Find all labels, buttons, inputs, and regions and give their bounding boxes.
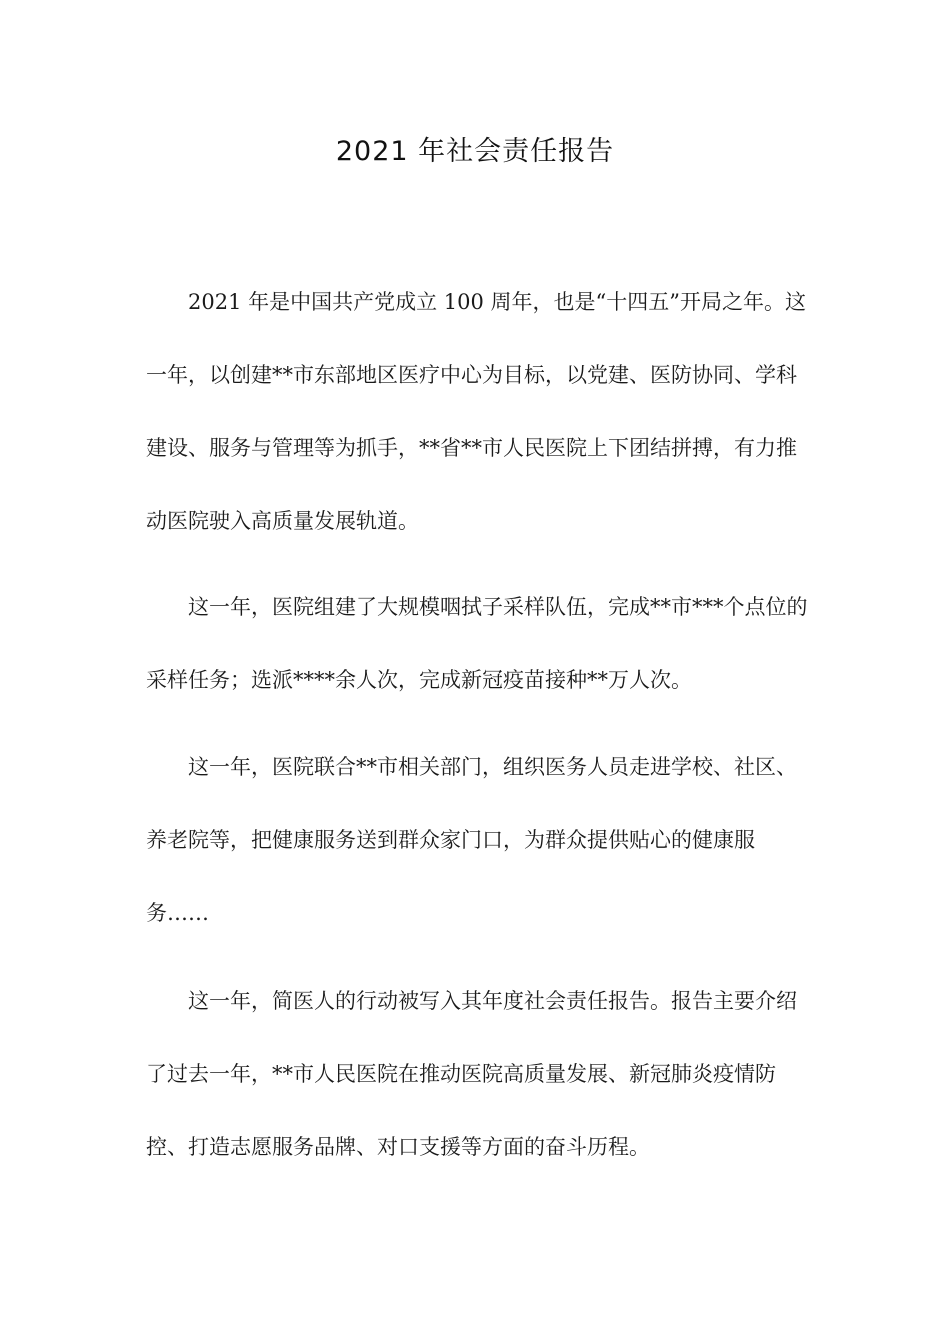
paragraph-text: 2021 年是中国共产党成立 100 周年，也是“十四五”开局之年。这一年，以创建**市东部地区医疗中心为目标，以党建、医防协同、学科建设、服务与管理等为抓手，**省**市人民医院上下团结拼搏，有力推动医院驶入高质量发展轨道。 [146,290,807,533]
paragraph-report-summary [146,965,810,1184]
paragraph-intro [146,266,810,558]
paragraph-community-service [146,731,810,950]
paragraph-text: 这一年，简医人的行动被写入其年度社会责任报告。报告主要介绍了过去一年，**市人民医院在推动医院高质量发展、新冠肺炎疫情防控、打造志愿服务品牌、对口支援等方面的奋斗历程。 [146,989,797,1159]
document-title: 2021 年社会责任报告 [335,136,615,167]
paragraph-text: 这一年，医院组建了大规模咽拭子采样队伍，完成**市***个点位的采样任务；选派****余人次，完成新冠疫苗接种**万人次。 [146,595,808,692]
paragraph-sampling [146,571,810,717]
paragraph-text: 这一年，医院联合**市相关部门，组织医务人员走进学校、社区、养老院等，把健康服务送到群众家门口，为群众提供贴心的健康服务…… [146,755,797,925]
